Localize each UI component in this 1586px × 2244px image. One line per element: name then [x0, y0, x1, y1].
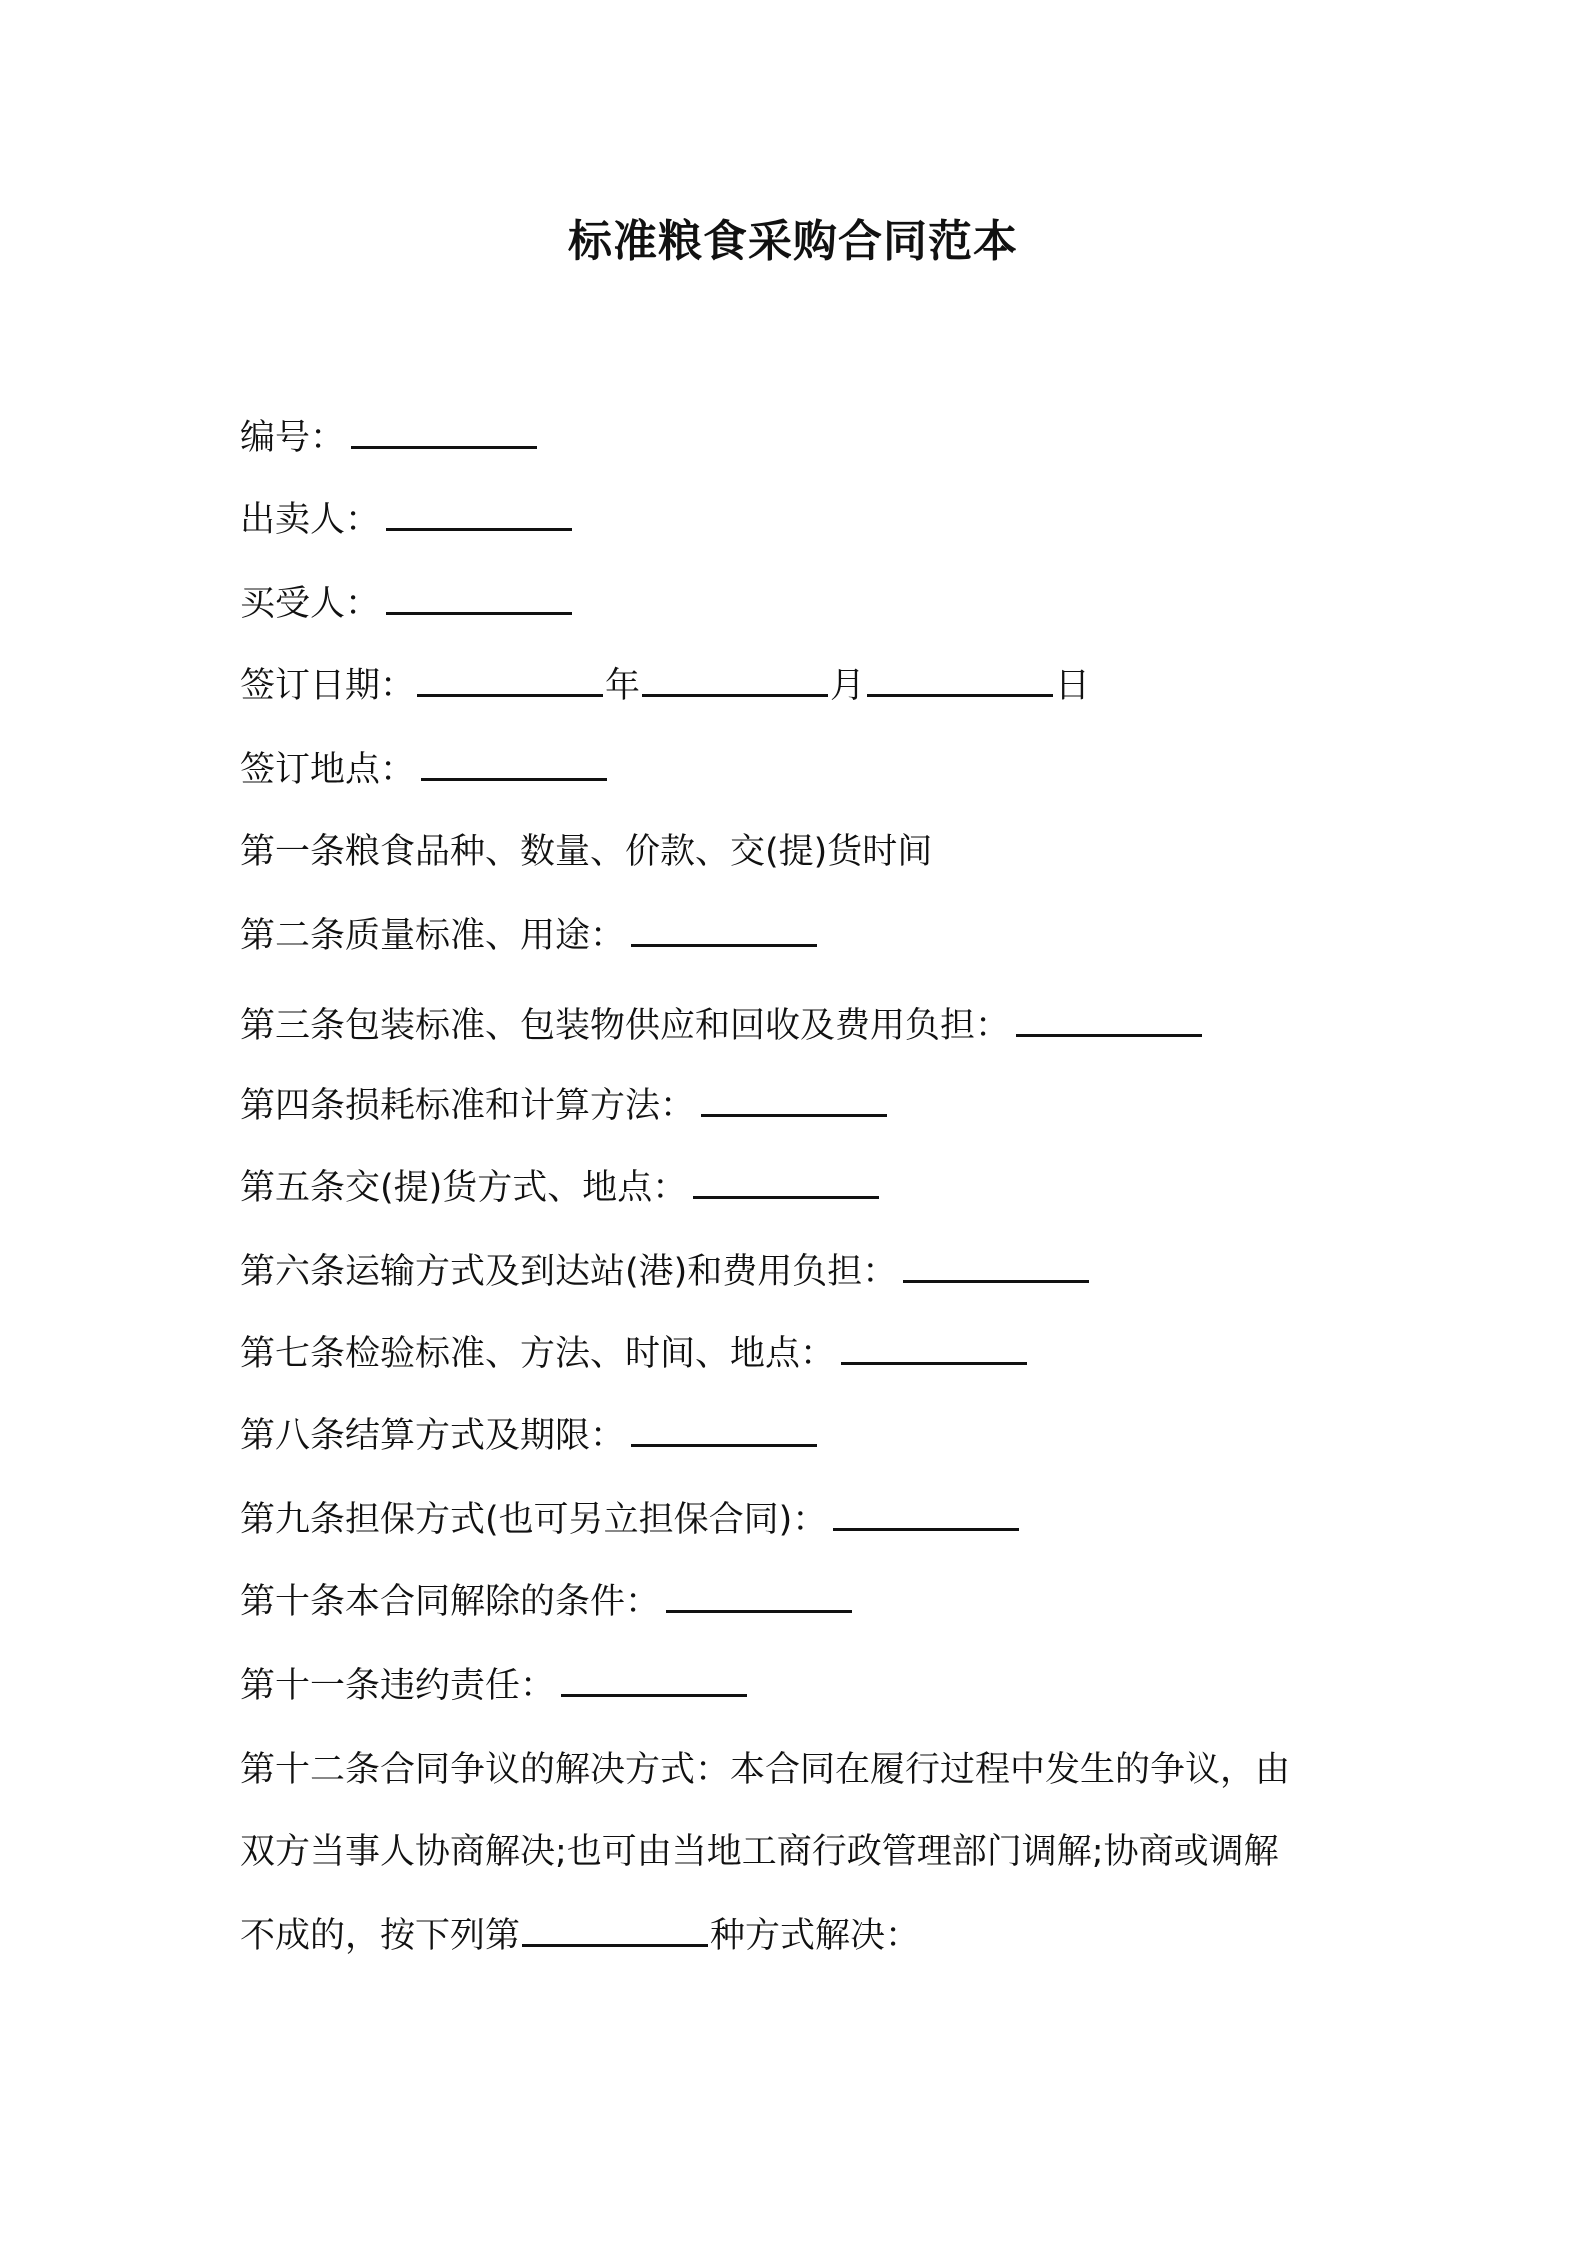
article-1	[240, 828, 1370, 876]
article-9-text: 第九条担保方式(也可另立担保合同)：	[240, 1500, 828, 1540]
sign-date-label: 签订日期：	[240, 666, 416, 706]
article-4	[240, 1082, 1370, 1130]
article-8-blank[interactable]	[631, 1414, 817, 1447]
buyer-blank[interactable]	[386, 582, 572, 615]
article-9	[240, 1496, 1370, 1544]
seller-label: 出卖人：	[240, 500, 381, 540]
article-12-text-3b: 种方式解决：	[710, 1916, 921, 1956]
number-blank[interactable]	[351, 416, 537, 449]
buyer-line	[240, 580, 1370, 628]
article-11-text: 第十一条违约责任：	[240, 1666, 556, 1706]
year-label: 年	[605, 666, 641, 706]
day-label: 日	[1055, 666, 1091, 706]
article-9-blank[interactable]	[833, 1498, 1019, 1531]
article-3-text: 第三条包装标准、包装物供应和回收及费用负担：	[240, 1006, 1011, 1046]
article-2	[240, 912, 1370, 960]
article-12-text-1: 第十二条合同争议的解决方式：本合同在履行过程中发生的争议，由	[240, 1750, 1291, 1790]
article-7	[240, 1330, 1370, 1378]
article-6-blank[interactable]	[903, 1250, 1089, 1283]
article-4-text: 第四条损耗标准和计算方法：	[240, 1086, 696, 1126]
buyer-label: 买受人：	[240, 584, 381, 624]
article-5	[240, 1164, 1370, 1212]
article-7-text: 第七条检验标准、方法、时间、地点：	[240, 1334, 836, 1374]
day-blank[interactable]	[867, 664, 1053, 697]
article-6	[240, 1248, 1370, 1296]
article-1-text: 第一条粮食品种、数量、价款、交(提)货时间	[240, 832, 933, 872]
article-11-blank[interactable]	[561, 1664, 747, 1697]
article-12-blank[interactable]	[522, 1914, 708, 1947]
sign-date-line	[240, 662, 1370, 710]
article-5-text: 第五条交(提)货方式、地点：	[240, 1168, 688, 1208]
article-12-line-3	[240, 1912, 1370, 1960]
article-12-line-2	[240, 1828, 1370, 1876]
article-5-blank[interactable]	[693, 1166, 879, 1199]
number-line	[240, 414, 1370, 462]
seller-line	[240, 496, 1370, 544]
article-8-text: 第八条结算方式及期限：	[240, 1416, 626, 1456]
month-blank[interactable]	[642, 664, 828, 697]
article-4-blank[interactable]	[701, 1084, 887, 1117]
year-blank[interactable]	[417, 664, 603, 697]
article-7-blank[interactable]	[841, 1332, 1027, 1365]
article-2-text: 第二条质量标准、用途：	[240, 916, 626, 956]
article-6-text: 第六条运输方式及到达站(港)和费用负担：	[240, 1252, 898, 1292]
article-3-blank[interactable]	[1016, 1004, 1202, 1037]
article-10	[240, 1578, 1370, 1626]
article-10-text: 第十条本合同解除的条件：	[240, 1582, 661, 1622]
sign-place-label: 签订地点：	[240, 750, 416, 790]
sign-place-line	[240, 746, 1370, 794]
month-label: 月	[830, 666, 866, 706]
article-12-text-3a: 不成的，按下列第	[240, 1916, 521, 1956]
number-label: 编号：	[240, 418, 346, 458]
sign-place-blank[interactable]	[421, 748, 607, 781]
article-12-line-1	[240, 1746, 1370, 1794]
article-11	[240, 1662, 1370, 1710]
document-title: 标准粮食采购合同范本	[568, 216, 1018, 267]
article-12-text-2: 双方当事人协商解决;也可由当地工商行政管理部门调解;协商或调解	[240, 1832, 1279, 1872]
article-3	[240, 1002, 1370, 1050]
seller-blank[interactable]	[386, 498, 572, 531]
article-10-blank[interactable]	[666, 1580, 852, 1613]
article-8	[240, 1412, 1370, 1460]
article-2-blank[interactable]	[631, 914, 817, 947]
